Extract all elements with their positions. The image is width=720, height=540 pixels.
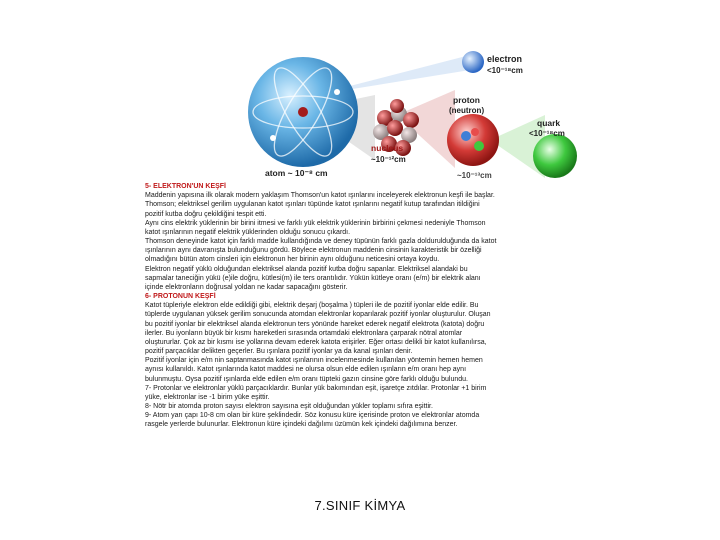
- electron-size-label: <10⁻¹⁸cm: [487, 66, 523, 75]
- text-line: Elektron negatif yüklü olduğundan elektriksel alanda pozitif kutba doğru sapanlar. Elektriksel alandaki bu: [145, 265, 468, 273]
- text-line: 8- Nötr bir atomda proton sayısı elektron sayısına eşit olduğundan yükler toplamı sıfıra eşittir.: [145, 403, 433, 411]
- text-line: ışınlarının aynı davranışta bulunduğunu gördü. Böylece elektronun maddenin cinsinin karakteristik bir özelliği: [145, 247, 482, 255]
- text-line: yüke, elektronlar ise -1 birim yüke eşittir.: [145, 393, 270, 401]
- nucleus-size-label: ~10⁻¹²cm: [371, 155, 406, 164]
- text-line: sapmalar taneciğin yükü (e)ile doğru, kütlesi(m) ile ters orantılıdır. Yükün kütleye oranı (e/m) bir elektrik alanı: [145, 274, 481, 282]
- text-line: Aynı cins elektrik yüklerinin bir birini itmesi ve farklı yük elektrik yüklerinin birbirini çekmesi nedeniyle Thomson: [145, 219, 486, 227]
- electron-label: electron: [487, 54, 523, 64]
- text-line: bulunmuştu. Oysa pozitif ışınlarda elde edilen e/m oranı tüpteki gazın cinsine göre farklı olduğu bulundu.: [145, 375, 468, 383]
- proton-sub-label: (neutron): [449, 106, 485, 115]
- section-heading: 5- ELEKTRON'UN KEŞFİ: [145, 183, 227, 190]
- atom-scale-illustration: [225, 40, 595, 180]
- proton-sphere: [447, 114, 499, 166]
- proton-label: proton: [453, 95, 480, 105]
- text-line: Thomson; elektriksel gerilim uygulanan katot ışınları tüpünde katot ışınlarını negatif kutup tarafından itildiğini: [145, 201, 480, 209]
- text-line: aynısı kullanıldı. Katot ışınlarında katot maddesi ne olursa olsun elde edilen ışınların e/m oranı hep aynı: [145, 366, 467, 374]
- text-line: pozitif kutba doğru çekildiğini tespit etti.: [145, 210, 267, 218]
- text-block: [145, 182, 587, 430]
- text-line: tüplerde uygulanan yüksek gerilim sonucunda atomdan elektronlar koparılarak pozitif iyonlar oluşturulur. Oluşan: [145, 311, 491, 319]
- section-heading: 6- PROTONUN KEŞFİ: [145, 293, 216, 301]
- text-line: olmadığını bütün atom cinsleri için elektronun her birinin aynı olduğunu neticesini ortaya koydu.: [145, 256, 440, 264]
- text-line: ilerler. Bu iyonların büyük bir kısmı hareketleri sırasında ortamdaki elektronlara çarparak nötral atomlar: [145, 329, 463, 337]
- atom-size-label: atom ~ 10⁻⁸ cm: [265, 168, 328, 178]
- text-line: katot ışınlarının negatif elektrik yüklerinden olduğu sonucu çıkardı.: [145, 228, 351, 236]
- text-line: bu pozitif iyonlar bir elektriksel alanda elektronun ters yönünde hareket ederek negatif elektrota (katota) doğru: [145, 320, 485, 328]
- text-line: Thomson deneyinde katot için farklı madde kullandığında ve deney tüpünün farklı gazla doldurulduğunda da katot: [145, 238, 497, 246]
- footer-label: 7.SINIF KİMYA: [314, 498, 406, 513]
- quark-size-label: <10⁻¹⁸cm: [529, 129, 565, 138]
- text-line: Maddenin yapısına ilk olarak modern yaklaşım Thomson'un katot ışınlarını inceleyerek elektronun keşfi ile başlar.: [145, 192, 495, 200]
- electron-sphere: [462, 51, 484, 73]
- text-line: oluştururlar. Çok az bir kısmı ise yollarına devam ederek katota erişirler. Eğer ortası delikli bir katot kullanılırsa,: [145, 338, 487, 346]
- quark-sphere: [533, 134, 577, 178]
- nucleus-label: nucleus: [371, 143, 404, 153]
- proton-size-label: ~10⁻¹³cm: [457, 171, 492, 180]
- text-line: 9- Atom yarı çapı 10-8 cm olan bir küre şeklindedir. Söz konusu küre içerisinde proton ve elektronlar atomda: [145, 412, 480, 420]
- text-line: Pozitif iyonlar için e/m nin saptanmasında katot ışınlarının incelenmesinde kullanılan yöntemin hemen hemen: [145, 357, 483, 365]
- text-line: içinde elektronların doğrusal yoldan ne kadar sapacağını gösterir.: [145, 283, 348, 291]
- text-line: pozitif parçacıklar delikten geçerler. Bu ışınlara pozitif iyonlar ya da kanal ışınları denir.: [145, 348, 413, 356]
- text-line: Katot tüpleriyle elektron elde edildiği gibi, elektrik deşarj (boşalma ) tüpleri ile de pozitif iyonlar elde edilir. Bu: [145, 302, 479, 310]
- atom-sphere: [248, 57, 358, 167]
- quark-label: quark: [537, 118, 561, 128]
- text-line: rasgele yerlerde bulunurlar. Elektronun küre içindeki dağılımı üzümün kek içindeki dağılımına benzer.: [145, 421, 458, 429]
- text-line: 7- Protonlar ve elektronlar yüklü parçacıklardır. Bunlar yük bakımından eşit, işaretçe zıtdılar. Protonlar +1 birim: [145, 384, 487, 392]
